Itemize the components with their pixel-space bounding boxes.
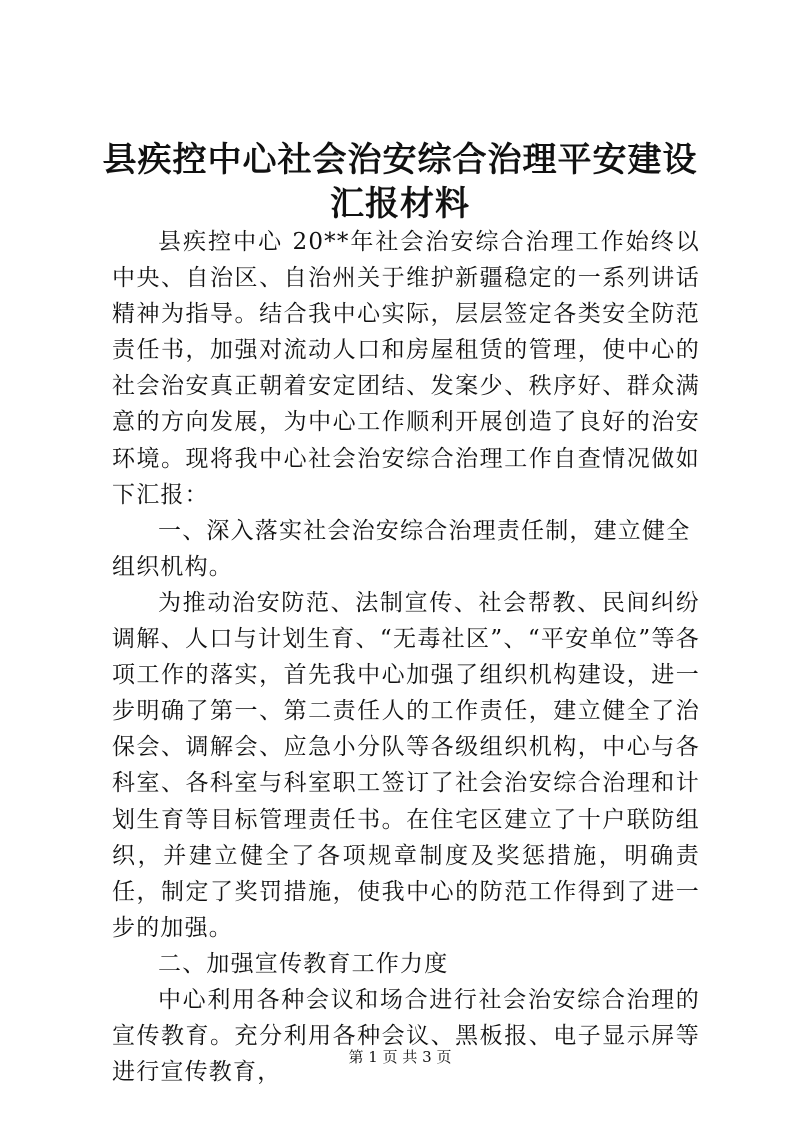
intro-paragraph: 县疾控中心 20**年社会治安综合治理工作始终以中央、自治区、自治州关于维护新疆稳定的一系列讲话精神为指导。结合我中心实际，层层签定各类安全防范责任书，加强对流动人口和房屋租赁的管理，使中心的社会治安真正朝着安定团结、发案少、秩序好、群众满意的方向发展，为中心工作顺利开展创造了良好的治安环境。现将我中心社会治安综合治理工作自查情况做如下汇报：	[112, 229, 700, 508]
section-heading-2: 二、加强宣传教育工作力度	[158, 950, 449, 977]
section-paragraph-2: 中心利用各种会议和场合进行社会治安综合治理的宣传教育。充分利用各种会议、黑板报、电子显示屏等进行宣传教育，	[112, 986, 700, 1086]
document-body	[112, 224, 700, 1090]
section-paragraph-1: 为推动治安防范、法制宣传、社会帮教、民间纠纷调解、人口与计划生育、“无毒社区”、“平安单位”等各项工作的落实，首先我中心加强了组织机构建设，进一步明确了第一、第二责任人的工作责任，建立健全了治保会、调解会、应急小分队等各级组织机构，中心与各科室、各科室与科室职工签订了社会治安综合治理和计划生育等目标管理责任书。在住宅区建立了十户联防组织，并建立健全了各项规章制度及奖惩措施，明确责任，制定了奖罚措施，使我中心的防范工作得到了进一步的加强。	[112, 589, 700, 941]
page-footer: 第 1 页 共 3 页	[348, 1048, 452, 1066]
section-heading-1: 一、深入落实社会治安综合治理责任制，建立健全组织机构。	[112, 517, 691, 580]
document-title: 县疾控中心社会治安综合治理平安建设汇报材料	[102, 140, 698, 224]
